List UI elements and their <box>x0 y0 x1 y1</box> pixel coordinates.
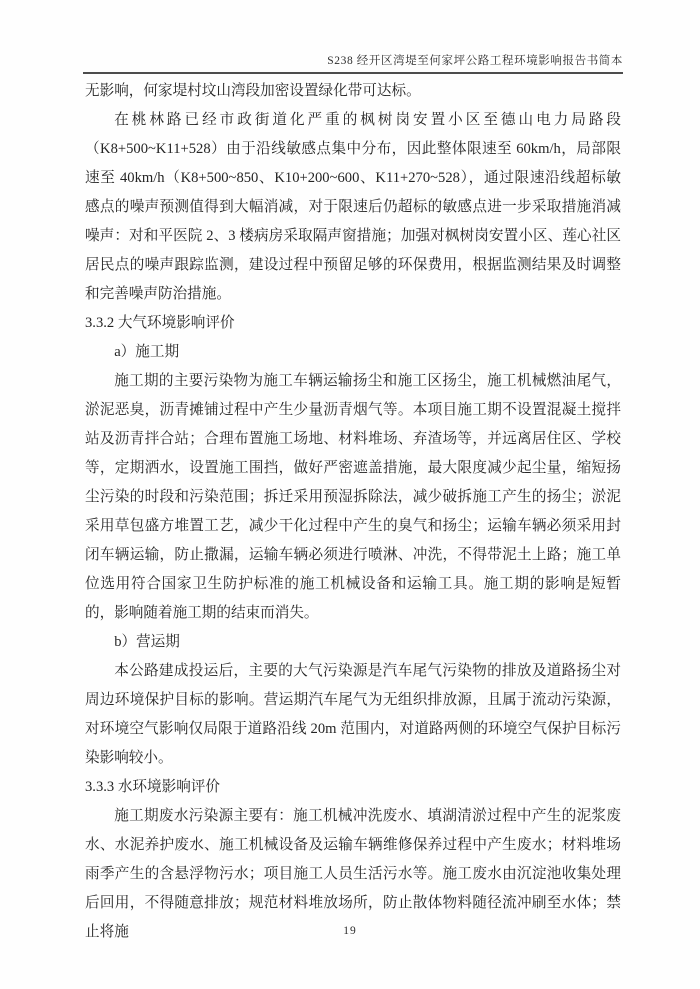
page-number: 19 <box>343 925 357 937</box>
page-header <box>83 0 623 74</box>
subsection-a-construction-period: a）施工期 <box>114 344 180 360</box>
document-body <box>85 77 621 947</box>
section-heading-3-3-3: 3.3.3 水环境影响评价 <box>85 779 220 795</box>
paragraph-continuation: 无影响，何家堤村坟山湾段加密设置绿化带可达标。 <box>85 83 421 99</box>
subsection-b-operation-period: b）营运期 <box>114 634 180 650</box>
paragraph-construction-air-impact: 施工期的主要污染物为施工车辆运输扬尘和施工区扬尘，施工机械燃油尾气，淤泥恶臭，沥青摊铺过程中产生少量沥青烟气等。本项目施工期不设置混凝土搅拌站及沥青拌合站；合理布置施工场地、材料堆场、弃渣场等，并远离居住区、学校等，定期洒水，设置施工围挡，做好严密遮盖措施，最大限度减少起尘量，缩短扬尘污染的时段和污染范围；拆迁采用预湿拆除法，减少破拆施工产生的扬尘；淤泥采用草包盛方堆置工艺，减少干化过程中产生的臭气和扬尘；运输车辆必须采用封闭车辆运输，防止撒漏，运输车辆必须进行喷淋、冲洗，不得带泥土上路；施工单位选用符合国家卫生防护标准的施工机械设备和运输工具。施工期的影响是短暂的，影响随着施工期的结束而消失。 <box>85 373 621 621</box>
section-heading-3-3-2: 3.3.2 大气环境影响评价 <box>85 315 235 331</box>
paragraph-operation-air-impact: 本公路建成投运后，主要的大气污染源是汽车尾气污染物的排放及道路扬尘对周边环境保护目标的影响。营运期汽车尾气为无组织排放源，且属于流动污染源，对环境空气影响仅局限于道路沿线 20m 范围内，对道路两侧的环境空气保护目标污染影响较小。 <box>85 663 621 766</box>
paragraph-noise-mitigation: 在桃林路已经市政街道化严重的枫树岗安置小区至德山电力局路段（K8+500~K11+528）由于沿线敏感点集中分布，因此整体限速至 60km/h，局部限速至 40km/h（K8+500~850、K10+200~600、K11+270~528），通过限速沿线超标敏感点的噪声预测值得到大幅消减，对于限速后仍超标的敏感点进一步采取措施消减噪声：对和平医院 2、3 楼病房采取隔声窗措施；加强对枫树岗安置小区、莲心社区居民点的噪声跟踪监测，建设过程中预留足够的环保费用，根据监测结果及时调整和完善噪声防治措施。 <box>85 112 621 302</box>
header-title: S238 经开区湾堤至何家坪公路工程环境影响报告书简本 <box>327 55 623 67</box>
paragraph-water-impact: 施工期废水污染源主要有：施工机械冲洗废水、填湖清淤过程中产生的泥浆废水、水泥养护废水、施工机械设备及运输车辆维修保养过程中产生废水；材料堆场雨季产生的含悬浮物污水；项目施工人员生活污水等。施工废水由沉淀池收集处理后回用，不得随意排放；规范材料堆放场所，防止散体物料随径流冲刷至水体；禁止将施 <box>85 808 621 940</box>
page-footer <box>0 921 700 939</box>
